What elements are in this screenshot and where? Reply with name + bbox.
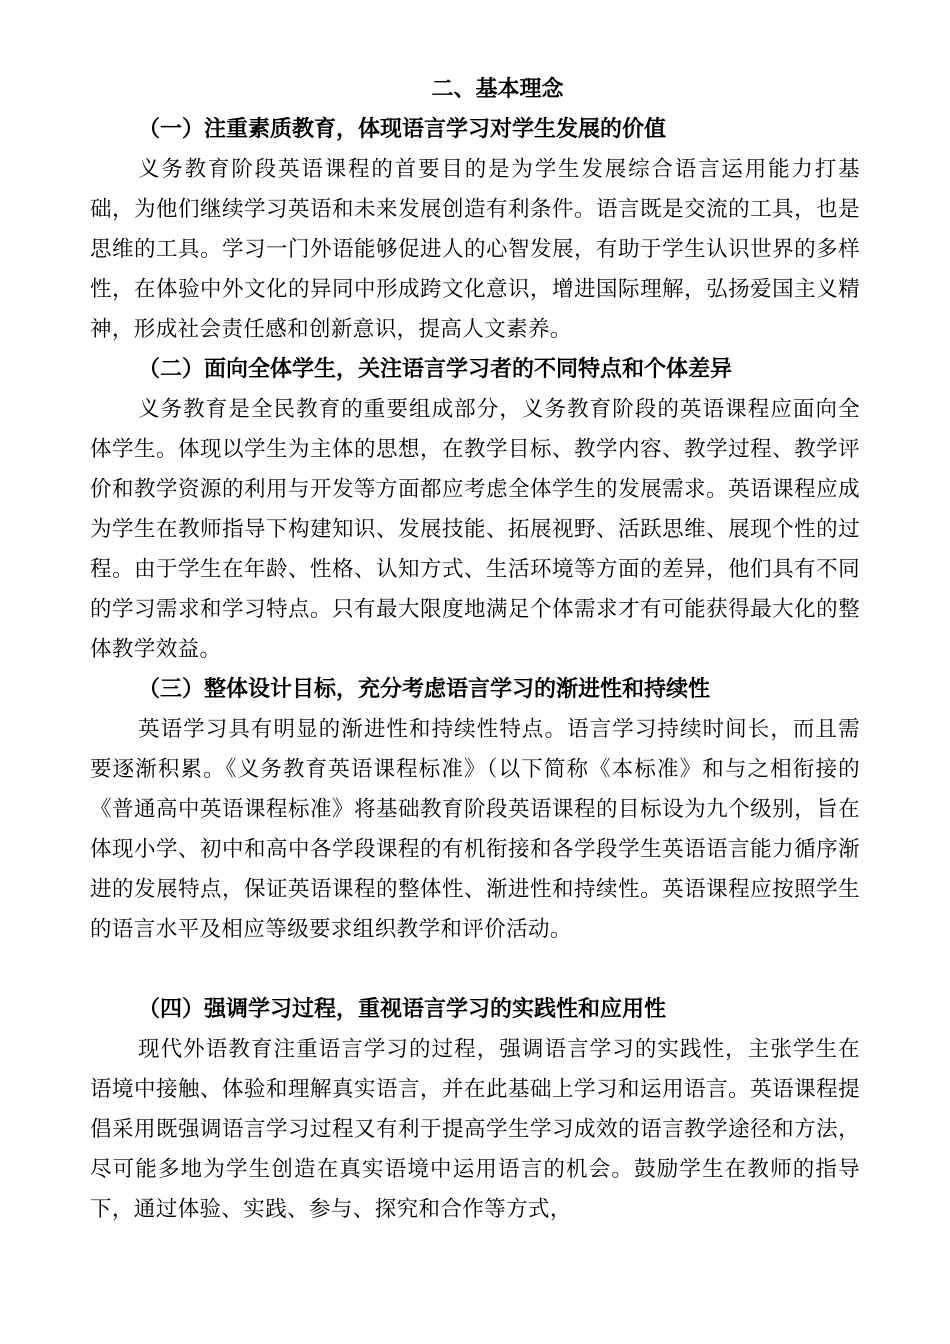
section-paragraph: 义务教育是全民教育的重要组成部分，义务教育阶段的英语课程应面向全体学生。体现以学生为主体的思想，在教学目标、教学内容、教学过程、教学评价和教学资源的利用与开发等方面都应考虑全体学生的发展需求。英语课程应成为学生在教师指导下构建知识、发展技能、拓展视野、活跃思维、展现个性的过程。由于学生在年龄、性格、认知方式、生活环境等方面的差异，他们具有不同的学习需求和学习特点。只有最大限度地满足个体需求才有可能获得最大化的整体教学效益。 <box>90 397 860 662</box>
section-heading: （一）注重素质教育，体现语言学习对学生发展的价值 <box>138 117 667 142</box>
section-2 <box>90 350 860 670</box>
section-1 <box>90 110 860 350</box>
section-paragraph: 英语学习具有明显的渐进性和持续性特点。语言学习持续时间长，而且需要逐渐积累。《义务教育英语课程标准》（以下简称《本标准》和与之相衔接的《普通高中英语课程标准》将基础教育阶段英语课程的目标设为九个级别，旨在体现小学、初中和高中各学段课程的有机衔接和各学段学生英语语言能力循序渐进的发展特点，保证英语课程的整体性、渐进性和持续性。英语课程应按照学生的语言水平及相应等级要求组织教学和评价活动。 <box>90 717 860 942</box>
page-title: 二、基本理念 <box>431 77 564 102</box>
section-heading: （二）面向全体学生，关注语言学习者的不同特点和个体差异 <box>138 357 733 382</box>
section-4 <box>90 990 860 1230</box>
section-heading: （三）整体设计目标，充分考虑语言学习的渐进性和持续性 <box>138 677 711 702</box>
section-heading: （四）强调学习过程，重视语言学习的实践性和应用性 <box>138 997 667 1022</box>
section-3 <box>90 670 860 950</box>
section-paragraph: 现代外语教育注重语言学习的过程，强调语言学习的实践性，主张学生在语境中接触、体验和理解真实语言，并在此基础上学习和运用语言。英语课程提倡采用既强调语言学习过程又有利于提高学生学习成效的语言教学途径和方法，尽可能多地为学生创造在真实语境中运用语言的机会。鼓励学生在教师的指导下，通过体验、实践、参与、探究和合作等方式， <box>90 1037 860 1222</box>
section-paragraph: 义务教育阶段英语课程的首要目的是为学生发展综合语言运用能力打基础，为他们继续学习英语和未来发展创造有利条件。语言既是交流的工具，也是思维的工具。学习一门外语能够促进人的心智发展，有助于学生认识世界的多样性，在体验中外文化的异同中形成跨文化意识，增进国际理解，弘扬爱国主义精神，形成社会责任感和创新意识，提高人文素养。 <box>90 157 860 342</box>
